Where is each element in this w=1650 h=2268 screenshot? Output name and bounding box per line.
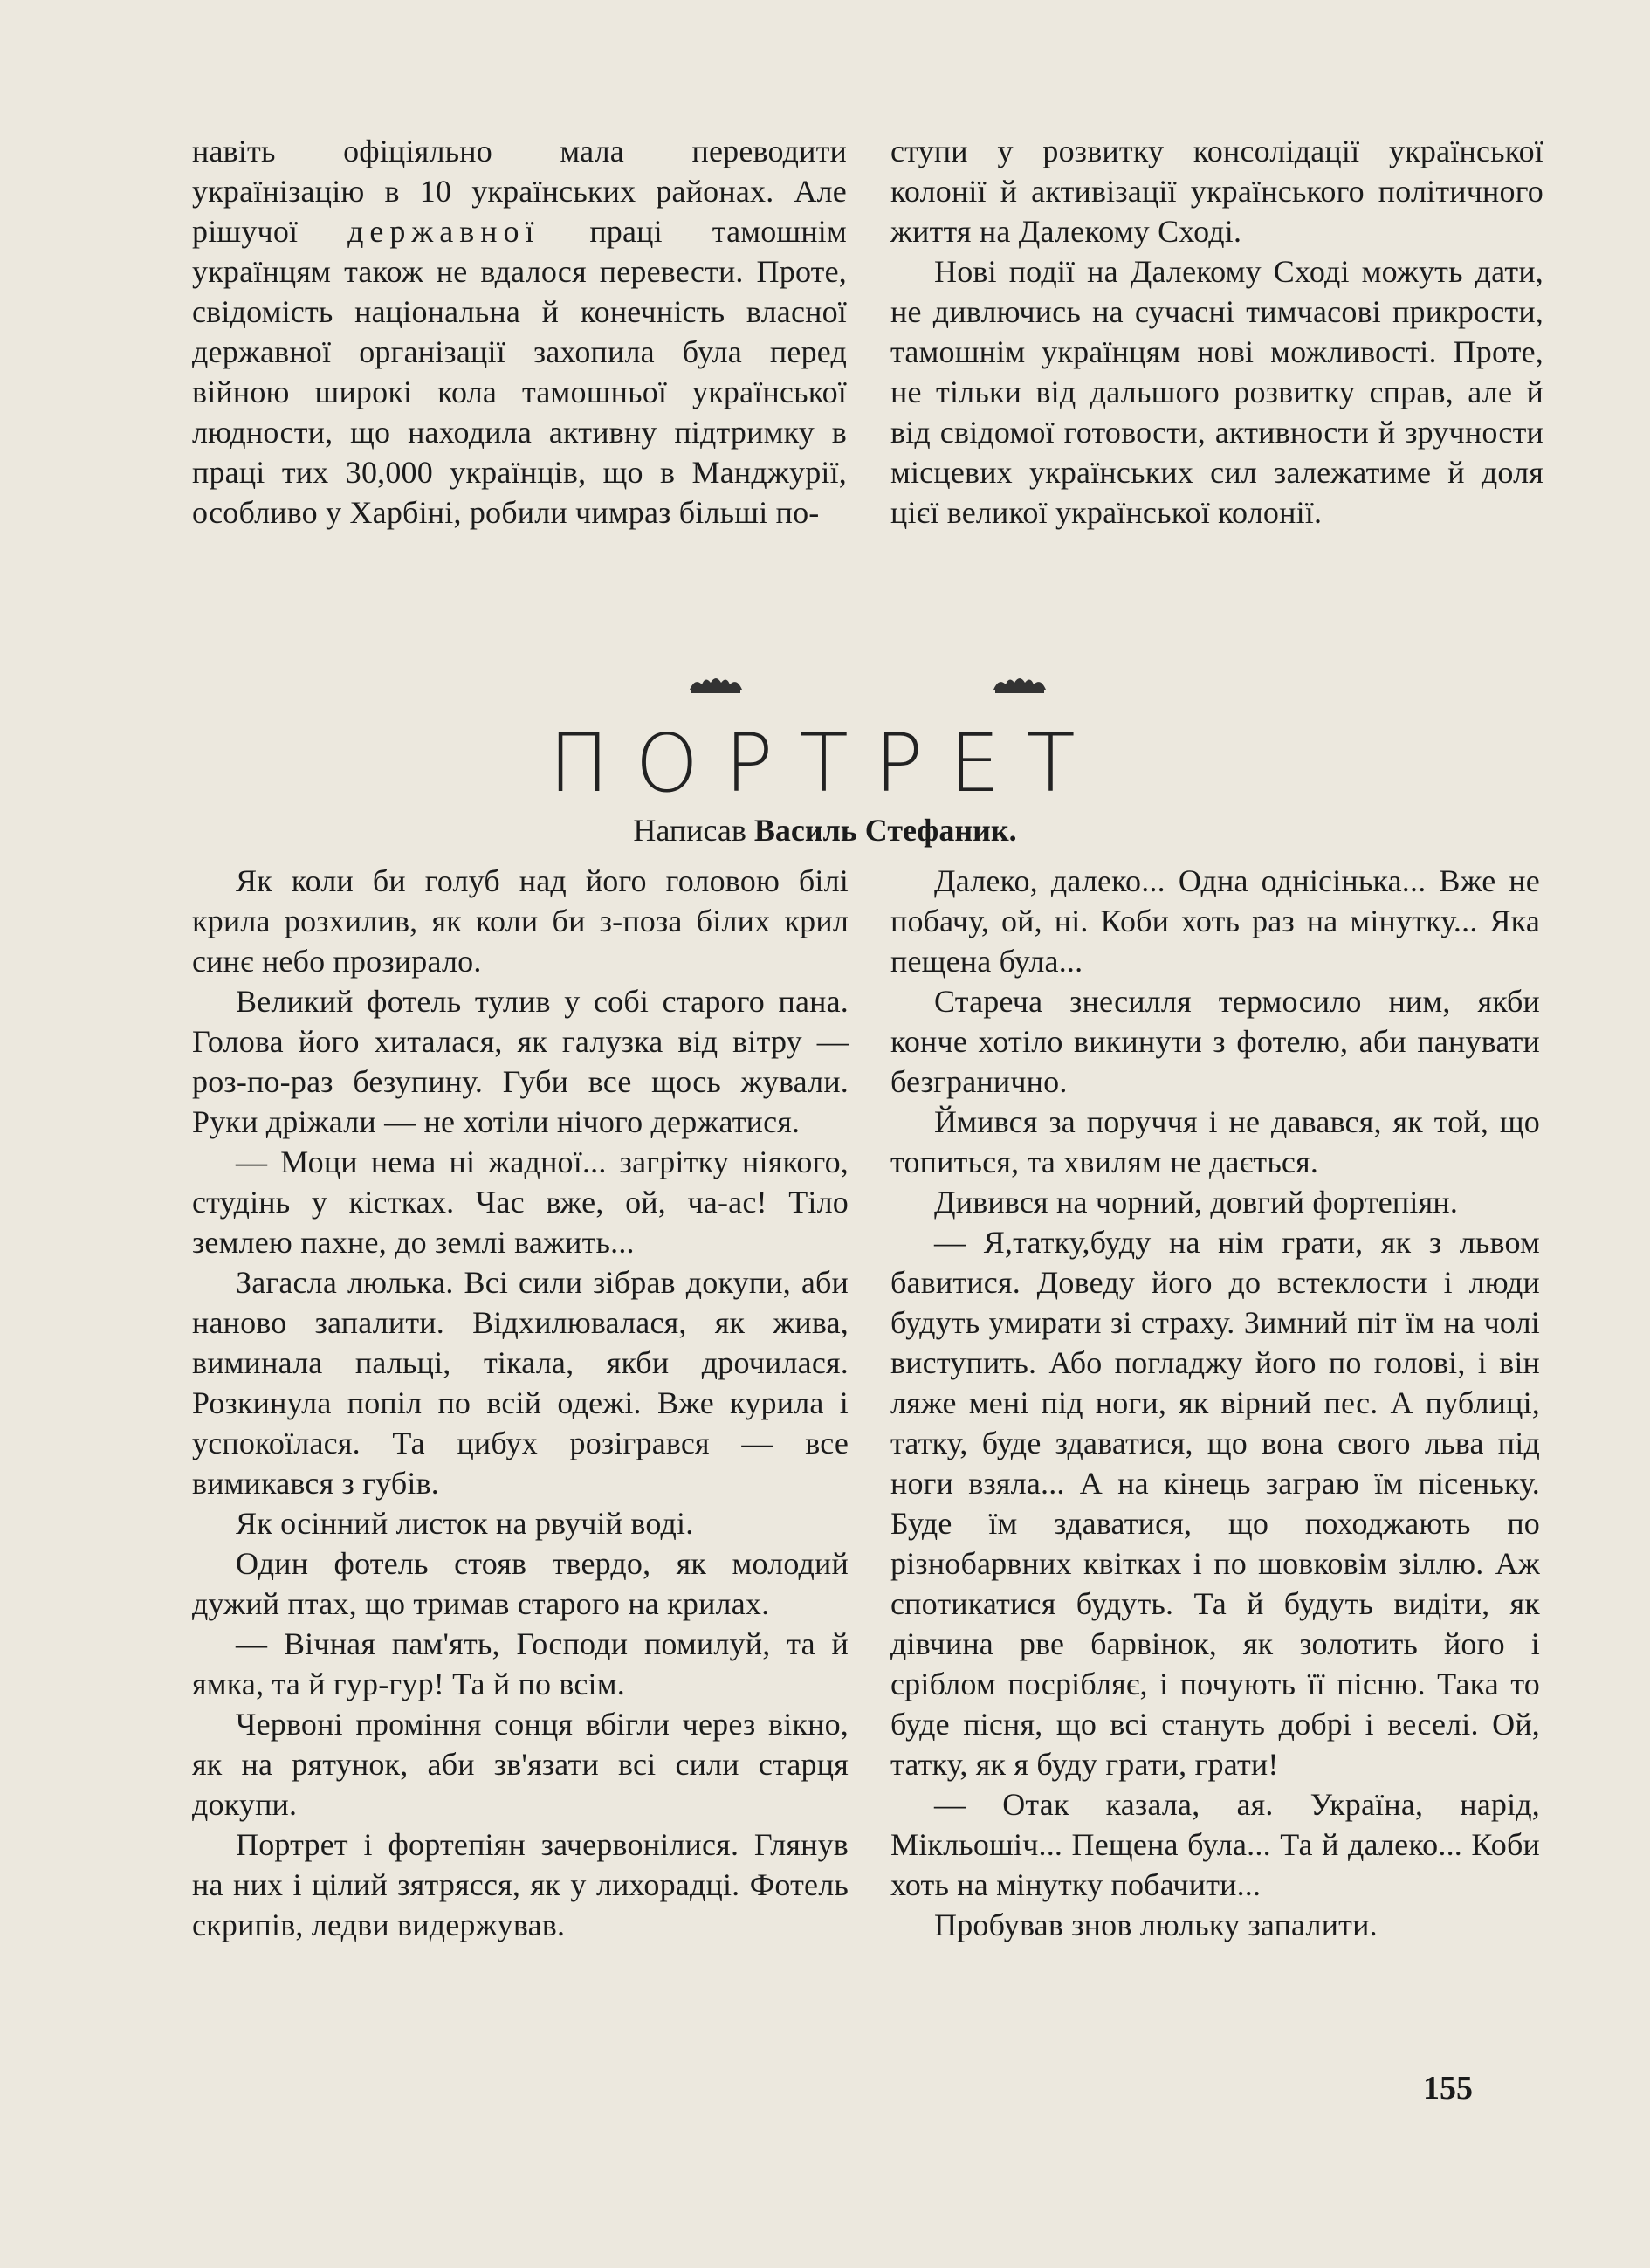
article-title: ПОРТРЕТ [548, 717, 1102, 810]
byline-prefix: Написав [633, 813, 746, 848]
paragraph: Як коли би голуб над його головою білі крила розхилив, як коли би з-поза білих крил синє небо прозирало. [192, 863, 849, 979]
paragraph: Один фотель стояв твердо, як молодий дужий птах, що тримав старого на крилах. [192, 1546, 849, 1621]
paragraph: — Вічная пам'ять, Господи помилуй, та й ямка, та й гур-гур! Та й по всім. [192, 1626, 849, 1701]
top-right-column [890, 131, 1543, 533]
author-name: Василь Стефаник. [753, 813, 1017, 848]
paragraph: Червоні проміння сонця вбігли через вікно, як на рятунок, аби зв'язати всі сили старця докупи. [192, 1707, 849, 1822]
paragraph: ступи у розвитку консолідації української колонії й активізації українського політичного життя на Далекому Сході. [890, 134, 1543, 249]
page-number: 155 [1423, 2070, 1473, 2106]
paragraph: Як осінний листок на рвучій воді. [236, 1506, 694, 1541]
paragraph: Ймився за поруччя і не давався, як той, що топиться, та хвилям не дається. [890, 1104, 1540, 1179]
ornament-icon [688, 672, 744, 697]
paragraph: Великий фотель тулив у собі старого пана. Голова його хиталася, як галузка від вітру — роз-по-раз безупину. Губи все щось жували. Руки дріжали — не хотіли нічого держатися. [192, 984, 849, 1139]
text-run: праці тамошнім українцям також не вдалося перевести. Проте, свідомість національна й конечність власної державної організації захопила була перед війною широкі кола тамошньої української людности, що находила активну підтримку в праці тих 30,000 українців, що в Манджурії, особливо у Харбіні, робили чимраз більші по- [192, 214, 847, 530]
paragraph: Портрет і фортепіян зачервонілися. Глянув на них і цілий зятрясся, як у лихорадці. Фотель скрипів, ледви видержував. [192, 1827, 849, 1942]
paragraph: — Моци нема ні жадної... загрітку ніякого, студінь у кістках. Час вже, ой, ча-ас! Тіло землею пахне, до землі важить... [192, 1144, 849, 1260]
byline [0, 810, 1650, 850]
paragraph: Нові події на Далекому Сході можуть дати, не дивлючись на сучасні тимчасові прикрости, тамошнім українцям нові можливості. Проте, не тільки від дальшого розвитку справ, але й від свідомої готовости, активности й зручности місцевих українських сил залежатиме й доля цієї великої української колонії. [890, 254, 1543, 530]
paragraph: Загасла люлька. Всі сили зібрав докупи, аби наново запалити. Відхилювалася, як жива, виминала пальці, тікала, якби дрочилася. Розкинула попіл по всій одежі. Вже курила і успокоїлася. Та цибух розігрався — все вимикався з губів. [192, 1265, 849, 1501]
bottom-left-column [192, 861, 849, 1945]
text-run: навіть офіціяльно мала переводити українізацію в 10 українських районах. Але рішучої [192, 134, 847, 249]
paragraph: Далеко, далеко... Одна однісінька... Вже не побачу, ой, ні. Коби хоть раз на мінутку... Яка пещена була... [890, 863, 1540, 979]
bottom-right-column [890, 861, 1540, 1945]
ornament-icon [992, 672, 1048, 697]
spaced-emphasis: державної [347, 214, 540, 249]
paragraph: Стареча знесилля термосило ним, якби конче хотіло викинути з фотелю, аби панувати безгранично. [890, 984, 1540, 1099]
top-left-column [192, 131, 847, 533]
paragraph [192, 131, 847, 533]
paragraph: — Я,татку,буду на нім грати, як з львом бавитися. Доведу його до встеклости і люди будуть умирати зі страху. Зимний піт їм на чолі виступить. Або погладжу його по голові, і він ляже мені під ноги, як вірний пес. А публиці, татку, буде здаватися, що вона свого льва під ноги взяла... А на кінець заграю їм пісеньку. Буде їм здаватися, що походжають по різнобарвних квітках і по шовковім зіллю. Аж спотикатися будуть. Та й будуть видіти, як дівчина рве барвінок, як золотить його і сріблом посрібляє, і почують її пісню. Така то буде пісня, що всі стануть добрі і веселі. Ой, татку, як я буду грати, грати! [890, 1225, 1540, 1782]
paragraph: Дивився на чорний, довгий фортепіян. [934, 1185, 1459, 1220]
paragraph: Пробував знов люльку запалити. [934, 1907, 1378, 1942]
paragraph: — Отак казала, ая. Україна, нарід, Мікльошіч... Пещена була... Та й далеко... Коби хоть на мінутку побачити... [890, 1787, 1540, 1902]
